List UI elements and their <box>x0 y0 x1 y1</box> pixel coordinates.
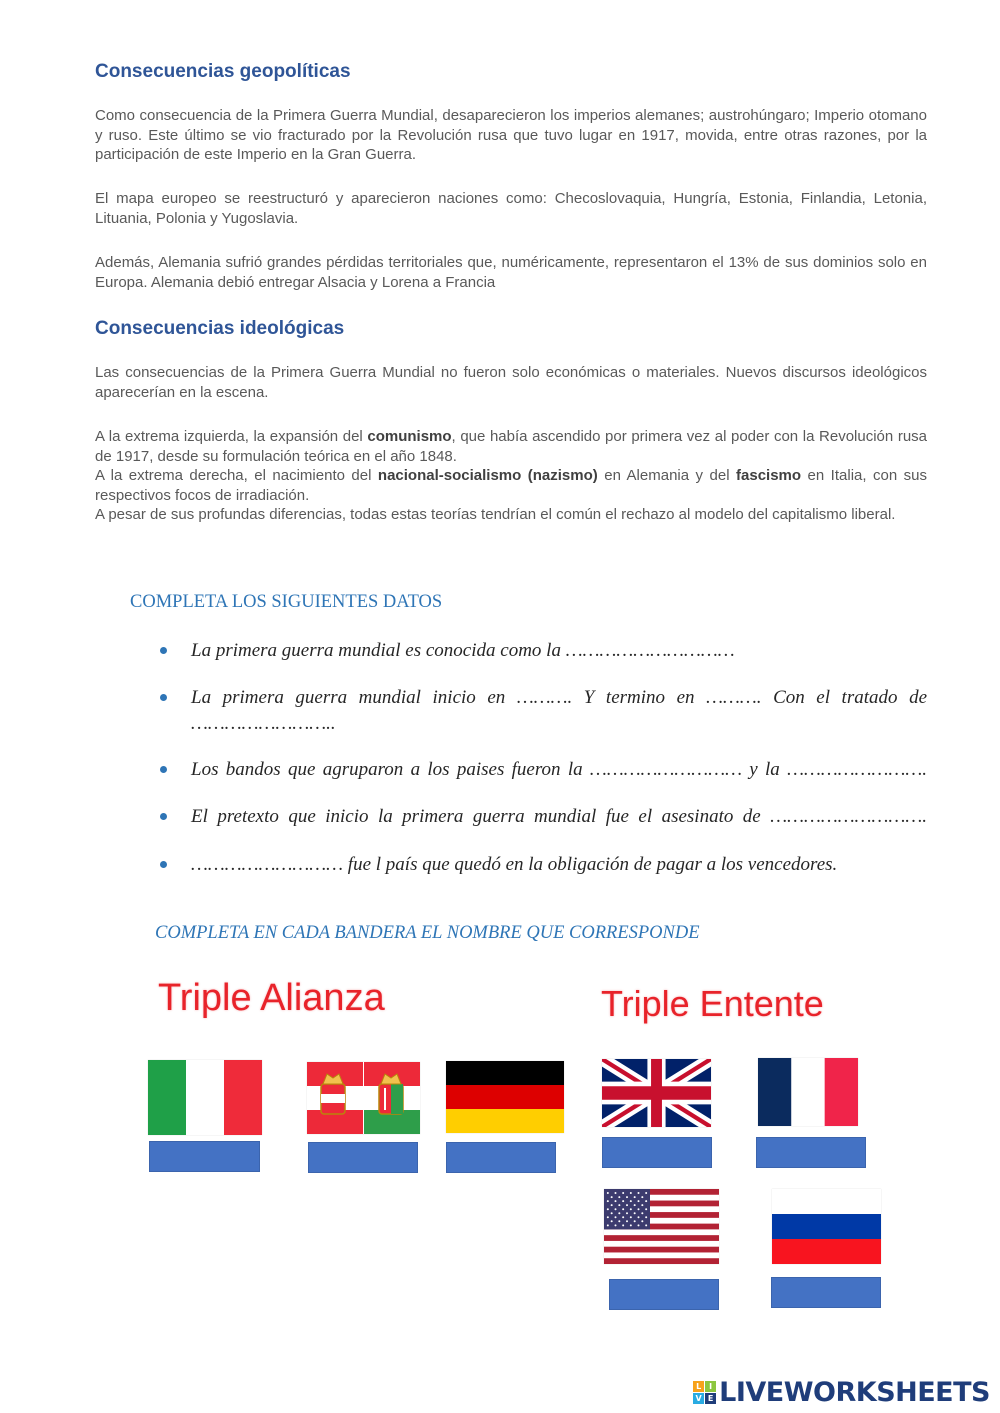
paragraph-geo-2: El mapa europeo se reestructuró y aparecieron naciones como: Checoslovaquia, Hungría, Estonia, Finlandia, Letonia, Lituania, Polonia y Yugoslavia. <box>95 190 927 227</box>
answer-box-france[interactable] <box>756 1137 866 1168</box>
liveworksheets-logo <box>693 1377 990 1407</box>
question-item <box>160 804 927 830</box>
answer-box-italy[interactable] <box>149 1141 260 1172</box>
liveworksheets-wordmark: LIVEWORKSHEETS <box>719 1376 990 1408</box>
question-item <box>160 638 927 664</box>
paragraph-geo-3: Además, Alemania sufrió grandes pérdidas territoriales que, numéricamente, representaron el 13% de sus dominios solo en Europa. Alemania debió entregar Alsacia y Lorena a Francia <box>95 254 927 291</box>
uk-flag-icon <box>602 1059 711 1127</box>
liveworksheets-mark-icon: L I V E <box>693 1381 716 1404</box>
answer-box-russia[interactable] <box>771 1277 881 1308</box>
paragraph-geo-1: Como consecuencia de la Primera Guerra Mundial, desaparecieron los imperios alemanes; austrohúngaro; Imperio otomano y ruso. Este último se vio fracturado por la Revolución rusa que tuvo lugar en 1917, movida, entre otras razones, por la participación de este Imperio en la Gran Guerra. <box>95 107 927 163</box>
answer-box-austria-hungary[interactable] <box>308 1142 418 1173</box>
heading-ideological: Consecuencias ideológicas <box>95 318 345 339</box>
answer-box-uk[interactable] <box>602 1137 712 1168</box>
paragraph-ideo-2 <box>95 427 927 525</box>
question-text: La primera guerra mundial inicio en ………. Y termino en ………. Con el tratado de …………………….. <box>191 687 927 734</box>
answer-box-usa[interactable] <box>609 1279 719 1310</box>
france-flag-icon <box>758 1058 858 1126</box>
bullet-icon <box>160 813 167 820</box>
heading-geopolitical: Consecuencias geopolíticas <box>95 61 351 82</box>
bullet-icon <box>160 647 167 654</box>
question-text: ……………………… fue l país que quedó en la obligación de pagar a los vencedores. <box>191 854 838 875</box>
question-item <box>160 757 927 783</box>
question-text: Los bandos que agruparon a los paises fueron la ……………………… y la ……………………. <box>191 759 927 780</box>
triple-entente-label: Triple Entente <box>601 983 824 1024</box>
italy-flag-icon <box>148 1060 262 1135</box>
question-text: El pretexto que inicio la primera guerra mundial fue el asesinato de ………………………. <box>191 806 927 827</box>
paragraph-ideo-1: Las consecuencias de la Primera Guerra Mundial no fueron solo económicas o materiales. Nuevos discursos ideológicos aparecerían en la escena. <box>95 364 927 401</box>
bullet-icon <box>160 766 167 773</box>
paragraph-ideo-conclusion: A pesar de sus profundas diferencias, todas estas teorías tendrían el común el rechazo al modelo del capitalismo liberal. <box>95 506 896 523</box>
question-item <box>160 685 927 737</box>
paragraph-ideo-right: A la extrema derecha, el nacimiento del nacional-socialismo (nazismo) en Alemania y del fascismo en Italia, con sus respectivos focos de irradiación. <box>95 467 927 504</box>
triple-alianza-label: Triple Alianza <box>158 977 385 1019</box>
bullet-icon <box>160 694 167 701</box>
bullet-icon <box>160 861 167 868</box>
russia-flag-icon <box>772 1189 881 1264</box>
answer-box-germany[interactable] <box>446 1142 556 1173</box>
usa-flag-icon <box>604 1189 719 1264</box>
question-item <box>160 852 927 878</box>
exercise-2-title: COMPLETA EN CADA BANDERA EL NOMBRE QUE CORRESPONDE <box>155 923 700 943</box>
term-fascismo: fascismo <box>736 467 802 484</box>
question-text: La primera guerra mundial es conocida como la ………………………… <box>191 640 735 661</box>
term-nazismo: nacional-socialismo (nazismo) <box>377 467 598 484</box>
term-comunismo: comunismo <box>367 428 452 445</box>
germany-flag-icon <box>446 1061 564 1133</box>
exercise-1-title: COMPLETA LOS SIGUIENTES DATOS <box>130 592 443 612</box>
paragraph-ideo-left: A la extrema izquierda, la expansión del comunismo, que había ascendido por primera vez al poder con la Revolución rusa de 1917, desde su formulación teórica en el año 1848. <box>95 428 928 465</box>
austria-hungary-flag-icon <box>307 1062 420 1134</box>
